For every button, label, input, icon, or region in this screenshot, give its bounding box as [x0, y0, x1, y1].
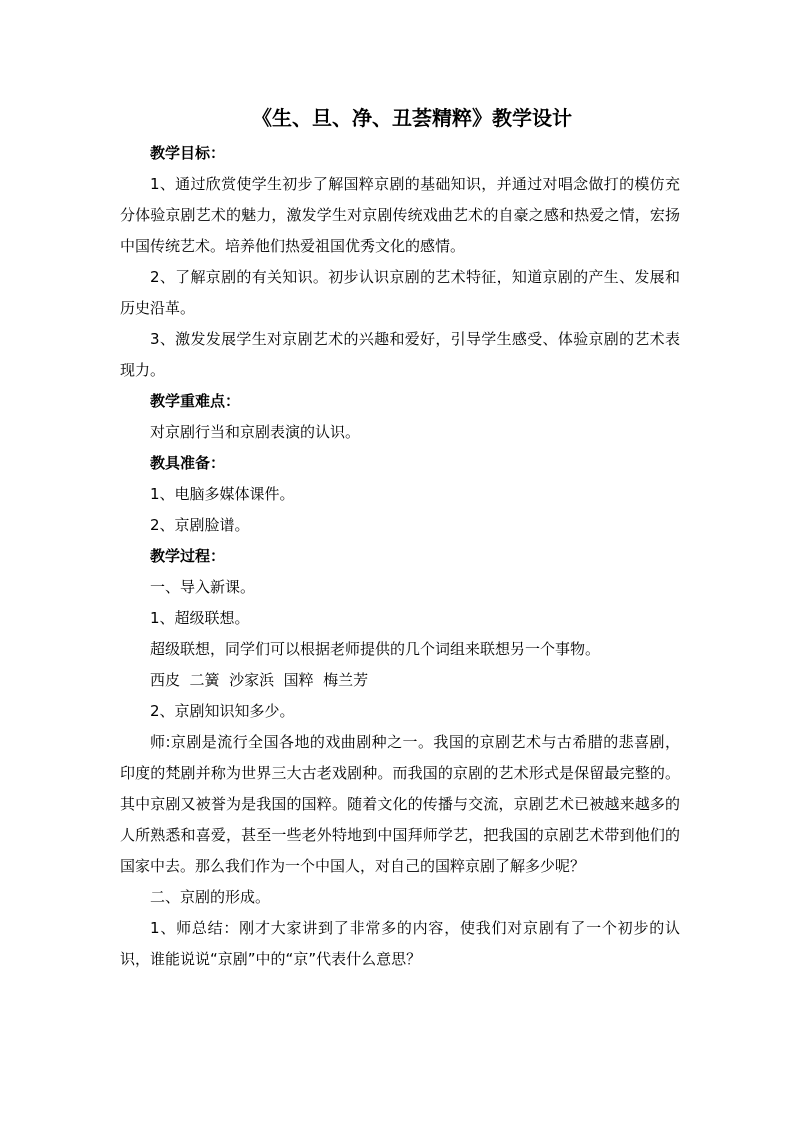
document-page — [120, 100, 680, 975]
heading-process: 教学过程： — [150, 547, 226, 565]
process-step-1-2: 2、京剧知识知多少。 — [150, 702, 295, 720]
process-keywords: 西皮 二簧 沙家浜 国粹 梅兰芳 — [150, 671, 369, 689]
process-section-2: 二、京剧的形成。 — [150, 888, 271, 906]
document-title: 《生、旦、净、丑荟精粹》教学设计 — [252, 106, 572, 130]
objective-1: 1、通过欣赏使学生初步了解国粹京剧的基础知识，并通过对唱念做打的模仿充分体验京剧艺术的魅力，激发学生对京剧传统戏曲艺术的自豪之感和热爱之情，宏扬中国传统艺术。培养他们热爱祖国优秀文化的感情。 — [120, 175, 680, 255]
teacher-summary: 1、师总结：刚才大家讲到了非常多的内容，使我们对京剧有了一个初步的认识，谁能说说“京剧”中的“京”代表什么意思？ — [120, 919, 680, 968]
teacher-intro: 师:京剧是流行全国各地的戏曲剧种之一。我国的京剧艺术与古希腊的悲喜剧，印度的梵剧并称为世界三大古老戏剧种。而我国的京剧的艺术形式是保留最完整的。其中京剧又被誉为是我国的国粹。随着文化的传播与交流，京剧艺术已被越来越多的人所熟悉和喜爱，甚至一些老外特地到中国拜师学艺，把我国的京剧艺术带到他们的国家中去。那么我们作为一个中国人，对自己的国粹京剧了解多少呢？ — [120, 733, 680, 875]
key-points-text: 对京剧行当和京剧表演的认识。 — [150, 423, 361, 441]
process-step-1-1: 1、超级联想。 — [150, 609, 250, 627]
objective-3: 3、激发发展学生对京剧艺术的兴趣和爱好，引导学生感受、体验京剧的艺术表现力。 — [120, 330, 680, 379]
objective-2: 2、了解京剧的有关知识。初步认识京剧的艺术特征，知道京剧的产生、发展和历史沿革。 — [120, 268, 680, 317]
heading-objectives: 教学目标： — [150, 144, 226, 162]
process-step-1-1-desc: 超级联想，同学们可以根据老师提供的几个词组来联想另一个事物。 — [150, 640, 601, 658]
heading-materials: 教具准备： — [150, 454, 226, 472]
heading-key-points: 教学重难点： — [150, 392, 241, 410]
process-section-1: 一、导入新课。 — [150, 578, 256, 596]
material-1: 1、电脑多媒体课件。 — [150, 485, 295, 503]
material-2: 2、京剧脸谱。 — [150, 516, 250, 534]
